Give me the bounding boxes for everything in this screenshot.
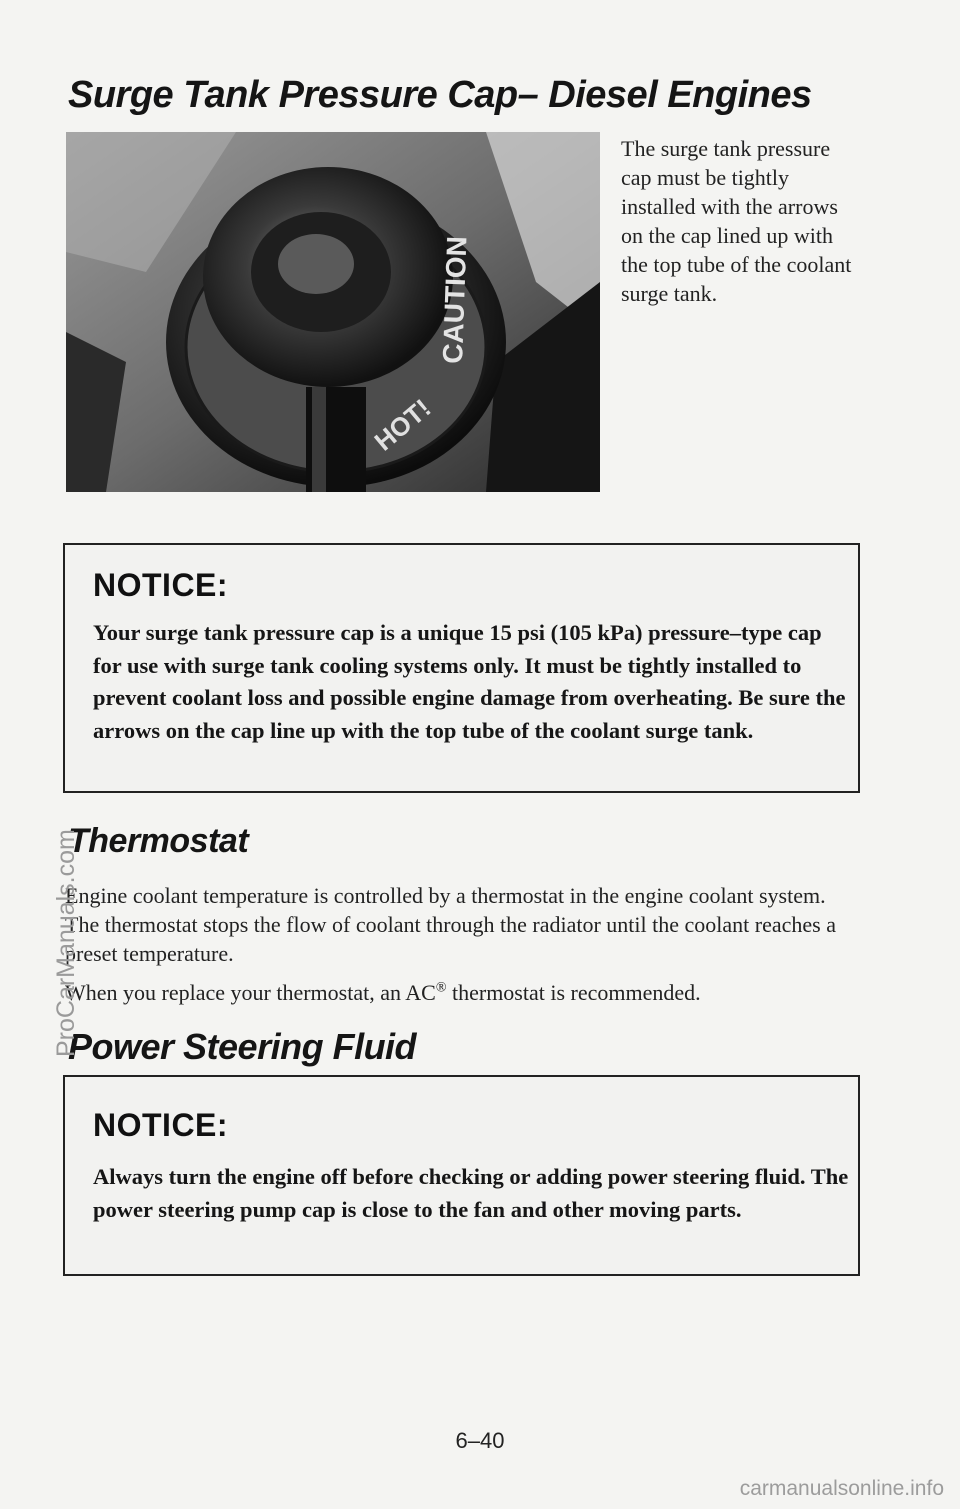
watermark-left: ProCarManuals.com bbox=[52, 829, 80, 1057]
surge-tank-description: The surge tank pressure cap must be tightly installed with the arrows on the cap lined up with the top tube of the coolant surge tank. bbox=[621, 136, 852, 306]
section-title-surge-tank: Surge Tank Pressure Cap– Diesel Engines bbox=[68, 74, 812, 116]
notice-title: NOTICE: bbox=[93, 567, 229, 603]
notice-box-power-steering bbox=[63, 1075, 860, 1276]
surge-tank-cap-photo bbox=[66, 132, 600, 492]
recommendation-text-end: thermostat is recommended. bbox=[446, 980, 701, 1005]
watermark-bottom: carmanualsonline.info bbox=[739, 1477, 944, 1500]
recommendation-text-start: When you replace your thermostat, an AC bbox=[65, 980, 436, 1005]
photo-caution-label: CAUTION bbox=[437, 235, 473, 365]
thermostat-recommendation bbox=[65, 978, 855, 1007]
notice-body: Your surge tank pressure cap is a unique 15 psi (105 kPa) pressure–type cap for use with surge tank cooling systems only. It must be tightly installed to prevent coolant loss and possible engine damage from overheating. Be sure the arrows on the cap line up with the top tube of the coolant surge tank. bbox=[93, 620, 846, 743]
notice-box-surge-cap bbox=[63, 543, 860, 793]
page-number: 6–40 bbox=[455, 1428, 505, 1453]
notice-title: NOTICE: bbox=[93, 1107, 229, 1143]
notice-body: Always turn the engine off before checking or adding power steering fluid. The power steering pump cap is close to the fan and other moving parts. bbox=[93, 1164, 849, 1222]
photo-hot-label: HOT! bbox=[368, 392, 437, 457]
section-title-thermostat: Thermostat bbox=[68, 822, 249, 860]
section-title-power-steering: Power Steering Fluid bbox=[68, 1026, 417, 1067]
thermostat-paragraph: Engine coolant temperature is controlled by a thermostat in the engine coolant system. The thermostat stops the flow of coolant through the radiator until the coolant reaches a preset temperature. bbox=[65, 883, 836, 966]
registered-mark: ® bbox=[435, 980, 447, 996]
